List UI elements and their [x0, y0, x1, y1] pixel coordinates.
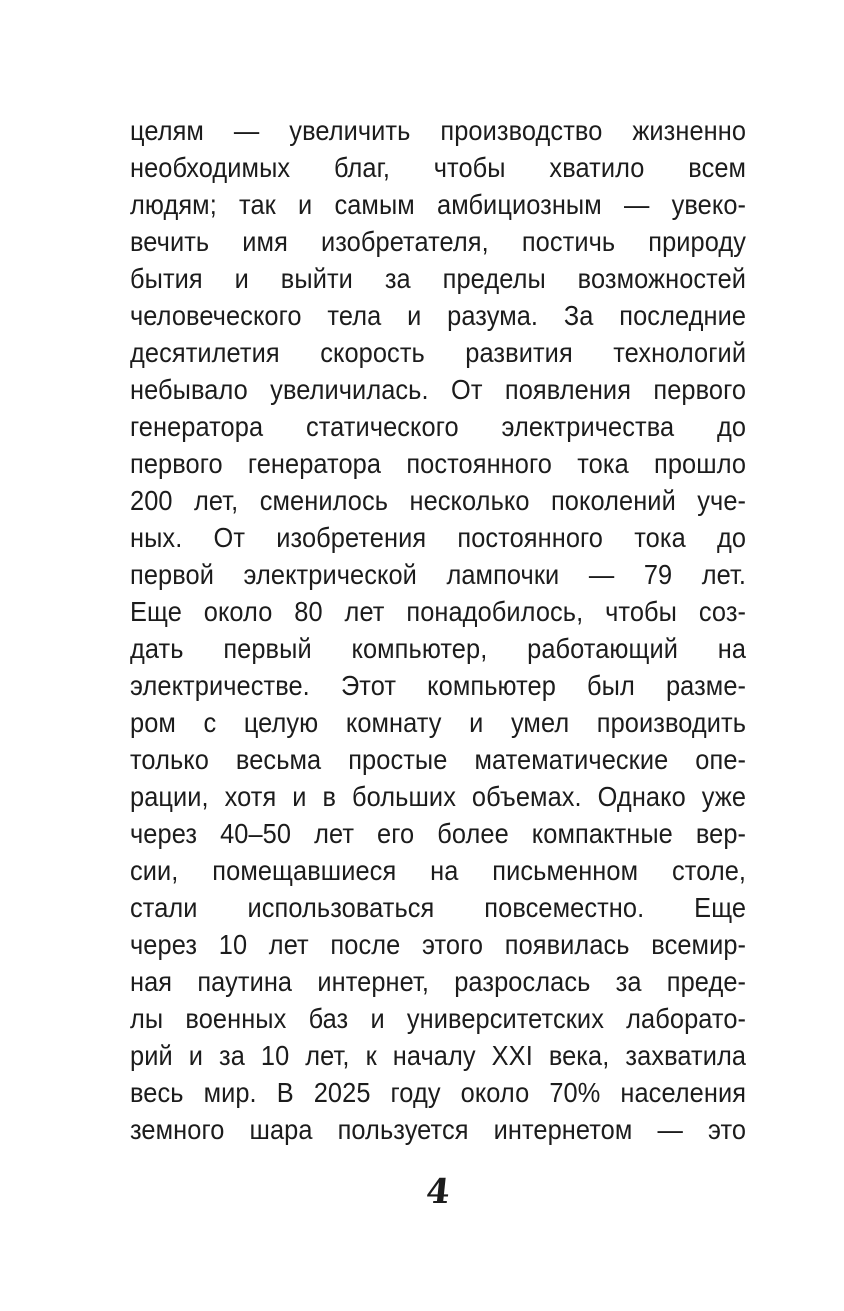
- body-text-block: [130, 112, 746, 1148]
- text-line: 200 лет, сменилось несколько поколений уче-: [130, 485, 747, 516]
- text-line: необходимых благ, чтобы хватило всем: [130, 152, 747, 183]
- text-line: только весьма простые математические опе-: [130, 744, 747, 775]
- text-line: десятилетия скорость развития технологий: [130, 337, 747, 368]
- page-number: 4: [424, 1172, 452, 1212]
- text-line: сии, помещавшиеся на письменном столе,: [130, 855, 747, 886]
- text-line: через 10 лет после этого появилась всемир-: [130, 929, 747, 960]
- text-line: лы военных баз и университетских лаборато-: [130, 1003, 747, 1034]
- text-line: земного шара пользуется интернетом — это: [130, 1114, 747, 1145]
- text-line: целям — увеличить производство жизненно: [130, 115, 747, 146]
- text-line: рации, хотя и в больших объемах. Однако уже: [130, 781, 747, 812]
- text-line: Еще около 80 лет понадобилось, чтобы соз-: [130, 596, 747, 627]
- text-line: ная паутина интернет, разрослась за преде-: [130, 966, 747, 997]
- text-line: ных. От изобретения постоянного тока до: [130, 522, 747, 553]
- text-line: человеческого тела и разума. За последние: [130, 300, 747, 331]
- text-line: весь мир. В 2025 году около 70% населения: [130, 1077, 747, 1108]
- text-line: стали использоваться повсеместно. Еще: [130, 892, 747, 923]
- text-line: бытия и выйти за пределы возможностей: [130, 263, 747, 294]
- text-line: первого генератора постоянного тока прошло: [130, 448, 747, 479]
- text-line: генератора статического электричества до: [130, 411, 747, 442]
- text-line: электричестве. Этот компьютер был разме-: [130, 670, 747, 701]
- text-line: людям; так и самым амбициозным — увеко-: [130, 189, 747, 220]
- text-line: первой электрической лампочки — 79 лет.: [130, 559, 747, 590]
- text-line: дать первый компьютер, работающий на: [130, 633, 747, 664]
- text-line: ром с целую комнату и умел производить: [130, 707, 747, 738]
- text-line: вечить имя изобретателя, постичь природу: [130, 226, 747, 257]
- text-line: через 40–50 лет его более компактные вер-: [130, 818, 747, 849]
- text-line: небывало увеличилась. От появления первого: [130, 374, 747, 405]
- text-line: рий и за 10 лет, к началу XXI века, захватила: [130, 1040, 747, 1071]
